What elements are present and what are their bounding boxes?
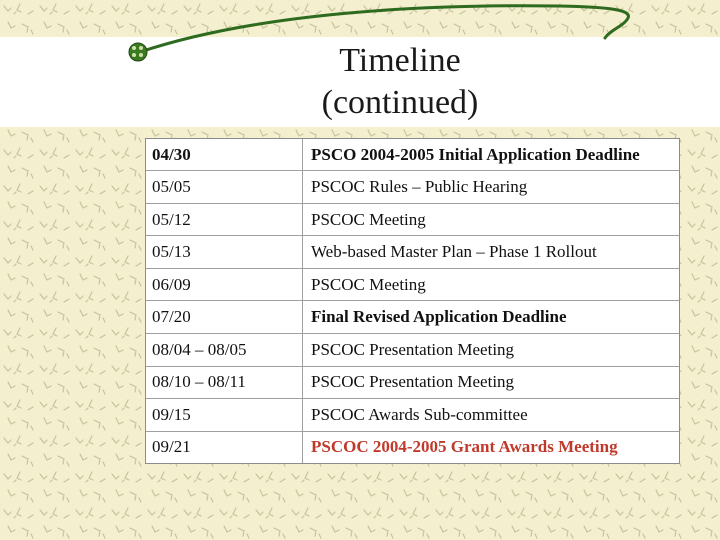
date-cell: 05/12 — [146, 203, 303, 236]
event-cell: PSCOC Presentation Meeting — [303, 366, 680, 399]
event-cell: PSCOC Presentation Meeting — [303, 334, 680, 367]
table-row — [146, 171, 679, 204]
title-line-1: Timeline — [339, 42, 461, 79]
table-row — [146, 431, 679, 463]
table-row — [146, 301, 679, 334]
table-row — [146, 203, 679, 236]
event-cell: PSCO 2004-2005 Initial Application Deadline — [303, 139, 680, 171]
event-cell: PSCOC Rules – Public Hearing — [303, 171, 680, 204]
event-cell: PSCOC 2004-2005 Grant Awards Meeting — [311, 437, 618, 457]
table-row — [146, 334, 679, 367]
table-row — [146, 399, 679, 432]
table-row — [146, 139, 679, 171]
title-line-2: (continued) — [321, 84, 479, 121]
date-cell: 08/10 – 08/11 — [146, 366, 303, 399]
date-cell: 07/20 — [146, 301, 303, 334]
date-cell: 06/09 — [146, 268, 303, 301]
bullet-icon — [129, 43, 147, 61]
date-cell: 08/04 – 08/05 — [146, 334, 303, 367]
date-cell: 04/30 — [146, 139, 303, 171]
table-row — [146, 366, 679, 399]
event-cell: Final Revised Application Deadline — [303, 301, 680, 334]
event-cell: Web-based Master Plan – Phase 1 Rollout — [303, 236, 680, 269]
event-cell: PSCOC Meeting — [303, 268, 680, 301]
slide-title — [250, 40, 550, 124]
event-cell: PSCOC Meeting — [303, 203, 680, 236]
date-cell: 09/21 — [146, 431, 303, 463]
date-cell: 05/05 — [146, 171, 303, 204]
date-cell: 09/15 — [146, 399, 303, 432]
date-cell: 05/13 — [146, 236, 303, 269]
table-row — [146, 268, 679, 301]
event-cell: PSCOC Awards Sub-committee — [303, 399, 680, 432]
timeline-table — [145, 138, 680, 464]
table-row — [146, 236, 679, 269]
